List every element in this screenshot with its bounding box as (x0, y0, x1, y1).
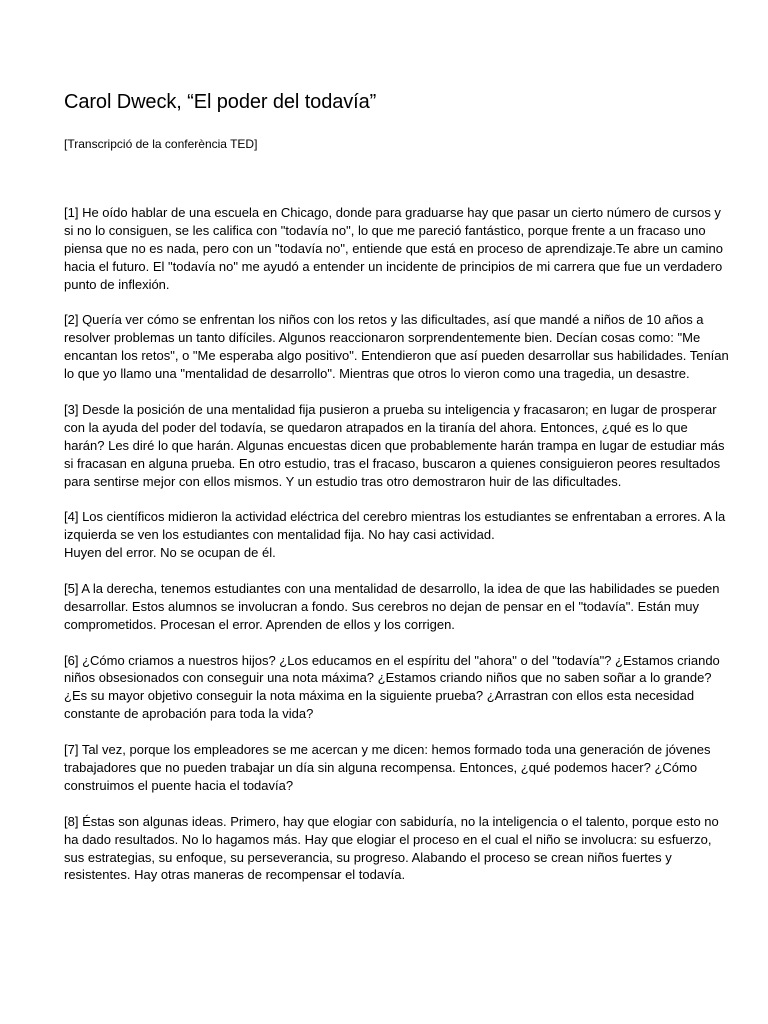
document-body (64, 204, 730, 884)
paragraph-1: [1] He oído hablar de una escuela en Chicago, donde para graduarse hay que pasar un cierto número de cursos y si no lo consiguen, se les califica con "todavía no", lo que me pareció fantástico, porque frente a un fracaso uno piensa que no es nada, pero con un "todavía no", entiende que está en proceso de aprendizaje.Te abre un camino hacia el futuro. El "todavía no" me ayudó a entender un incidente de principios de mi carrera que fue un verdadero punto de inflexión. (64, 205, 723, 292)
document-subtitle: [Transcripció de la conferència TED] (64, 137, 258, 151)
document-title: Carol Dweck, “El poder del todavía” (64, 91, 377, 113)
paragraph-7: [7] Tal vez, porque los empleadores se me acercan y me dicen: hemos formado toda una generación de jóvenes trabajadores que no pueden trabajar un día sin alguna recompensa. Entonces, ¿qué podemos hacer? ¿Cómo construimos el puente hacia el todavía? (64, 742, 711, 793)
paragraph-5: [5] A la derecha, tenemos estudiantes con una mentalidad de desarrollo, la idea de que las habilidades se pueden desarrollar. Estos alumnos se involucran a fondo. Sus cerebros no dejan de pensar en el "todavía". Están muy comprometidos. Procesan el error. Aprenden de ellos y los corrigen. (64, 580, 720, 632)
paragraph-2: [2] Quería ver cómo se enfrentan los niños con los retos y las dificultades, así que mandé a niños de 10 años a resolver problemas un tanto difíciles. Algunos reaccionaron sorprendentemente bien. Decían cosas como: "Me encantan los retos", o "Me esperaba algo positivo". Entendieron que así pueden desarrollar sus habilidades. Tenían lo que yo llamo una "mentalidad de desarrollo". Mientras que otros lo vieron como una tragedia, un desastre. (64, 312, 729, 382)
document-page (64, 88, 730, 902)
paragraph-6: [6] ¿Cómo criamos a nuestros hijos? ¿Los educamos en el espíritu del "ahora" o del "todavía"? ¿Estamos criando niños obsesionados con conseguir una nota máxima? ¿Estamos criando niños que no saben soñar a lo grande? ¿Es su mayor objetivo conseguir la nota máxima en la siguiente prueba? ¿Arrastran con ellos esta necesidad constante de aprobación para toda la vida? (64, 652, 720, 722)
paragraph-4: [4] Los científicos midieron la actividad eléctrica del cerebro mientras los estudiantes se enfrentaban a errores. A la izquierda se ven los estudiantes con mentalidad fija. No hay casi actividad. Huyen del error. No se ocupan de él. (64, 509, 726, 561)
paragraph-8: [8] Éstas son algunas ideas. Primero, hay que elogiar con sabiduría, no la inteligencia o el talento, porque esto no ha dado resultados. No lo hagamos más. Hay que elogiar el proceso en el cual el niño se involucra: su esfuerzo, sus estrategias, su enfoque, su perseverancia, su progreso. Alabando el proceso se crean niños fuertes y resistentes. Hay otras maneras de recompensar el todavía. (64, 813, 719, 883)
paragraph-3: [3] Desde la posición de una mentalidad fija pusieron a prueba su inteligencia y fracasaron; en lugar de prosperar con la ayuda del poder del todavía, se quedaron atrapados en la tiranía del ahora. Entonces, ¿qué es lo que harán? Les diré lo que harán. Algunas encuestas dicen que probablemente harán trampa en lugar de estudiar más si fracasan en alguna prueba. En otro estudio, tras el fracaso, buscaron a quienes consiguieron peores resultados para sentirse mejor con ellos mismos. Y un estudio tras otro demostraron huir de las dificultades. (64, 401, 725, 489)
